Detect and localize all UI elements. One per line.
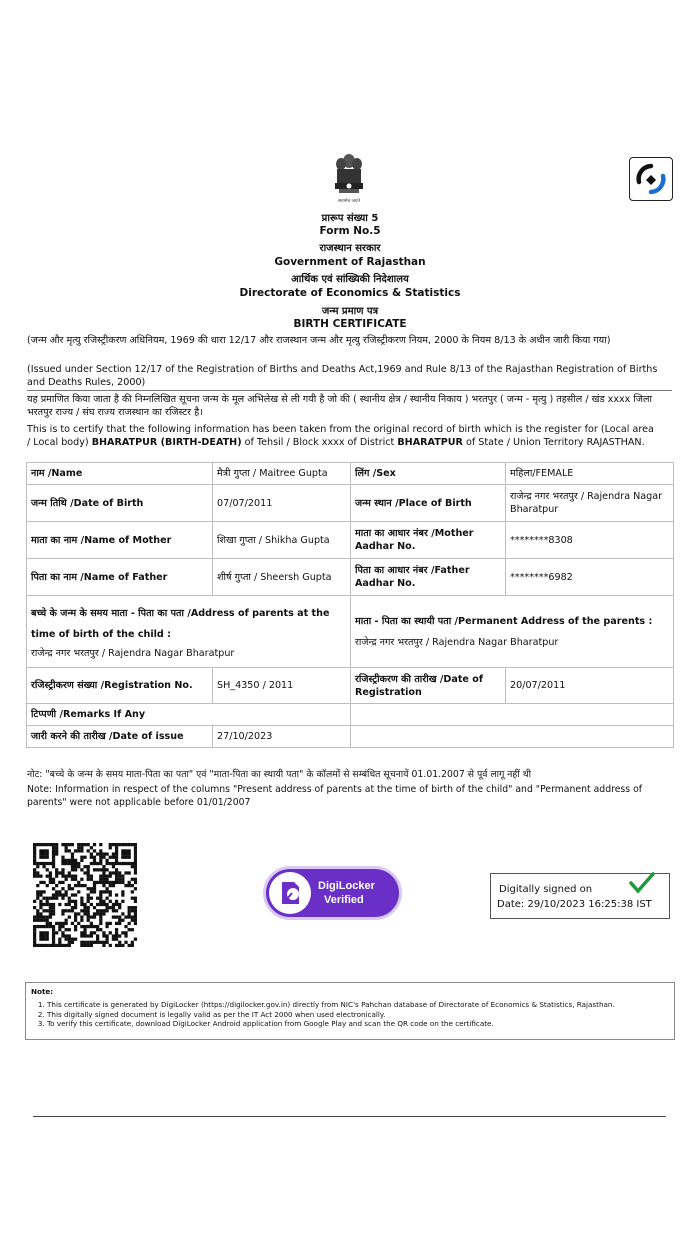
divider: [27, 390, 672, 391]
permanent-address-value: राजेन्द्र नगर भरतपुर / Rajendra Nagar Bharatpur: [355, 636, 559, 648]
table-row: [27, 704, 674, 726]
dept-english: Directorate of Economics & Statistics: [239, 287, 461, 299]
form-no-hindi: प्रारूप संख्या 5: [321, 213, 379, 224]
footnote-hindi: नोट: "बच्चे के जन्म के समय माता-पिता का पता" एवं "माता-पिता का स्थायी पता" के कॉलमों से सम्बंधित सूचनायें 01.01.2007 से पूर्व लागू नहीं थी: [27, 769, 532, 780]
birth-address-value: राजेन्द्र नगर भरतपुर / Rajendra Nagar Bharatpur: [31, 648, 235, 659]
dob-value: 07/07/2011: [213, 485, 351, 522]
table-row: [27, 485, 674, 522]
remarks-label: टिप्पणी /Remarks If Any: [27, 704, 351, 726]
table-row: [27, 668, 674, 704]
note-list: [26, 1000, 615, 1029]
mother-aadhar-value: ********8308: [506, 522, 674, 559]
registration-date-value: 20/07/2011: [506, 668, 674, 704]
certify-english: This is to certify that the following information has been taken from the original record of birth which is the register for (Local area / Local body) BHARATPUR (BIRTH-DEATH) of Tehsil / Block xxxx of District BHARATPUR of State / Union Territory RAJASTHAN.: [27, 424, 654, 448]
father-name-label: पिता का नाम /Name of Father: [27, 559, 213, 596]
registration-no-label: रजिस्ट्रीकरण संख्या /Registration No.: [27, 668, 213, 704]
mother-name-value: शिखा गुप्ता / Shikha Gupta: [213, 522, 351, 559]
pob-label: जन्म स्थान /Place of Birth: [351, 485, 506, 522]
mother-aadhar-label: माता का आधार नंबर /Mother Aadhar No.: [351, 522, 506, 559]
dept-hindi: आर्थिक एवं सांख्यिकी निदेशालय: [291, 274, 409, 285]
birth-address-cell: [27, 596, 351, 668]
digital-signature-box: [490, 873, 670, 919]
mother-name-label: माता का नाम /Name of Mother: [27, 522, 213, 559]
table-row: [27, 596, 674, 668]
table-row: [27, 559, 674, 596]
issue-date-label: जारी करने की तारीख /Date of issue: [27, 726, 213, 748]
verification-qr-code: [33, 843, 137, 947]
name-value: मैत्री गुप्ता / Maitree Gupta: [213, 463, 351, 485]
digilocker-verified-badge: [263, 866, 402, 920]
birth-address-label: बच्चे के जन्म के समय माता - पिता का पता /Address of parents at the time of birth of the child :: [31, 608, 330, 640]
bottom-divider: [33, 1116, 666, 1117]
certify-hindi: यह प्रमाणित किया जाता है की निम्नलिखित सूचना जन्म के मूल अभिलेख से ली गयी है जो की ( स्थानीय क्षेत्र / स्थानीय निकाय ) भरतपुर ( जन्म - मृत्यु ) तहसील / खंड xxxx जिला भरतपुर राज्य / संघ राज्य राजस्थान का रजिस्टर है।: [27, 394, 652, 418]
badge-line1: DigiLocker: [318, 880, 375, 892]
registration-date-label: रजिस्ट्रीकरण की तारीख /Date of Registration: [351, 668, 506, 704]
state-emblem-icon: [331, 152, 367, 206]
certificate-title-hindi: जन्म प्रमाण पत्र: [321, 306, 379, 317]
note-title: Note:: [31, 987, 54, 996]
signed-date-value: 29/10/2023 16:25:38 IST: [527, 899, 652, 910]
note-box: [25, 982, 675, 1040]
verified-document-icon: [269, 872, 311, 914]
father-name-value: शीर्ष गुप्ता / Sheersh Gupta: [213, 559, 351, 596]
issued-under-english: (Issued under Section 12/17 of the Registration of Births and Deaths Act,1969 and Rule 8/13 of the Rajasthan Registration of Births and Deaths Rules, 2000): [27, 364, 658, 388]
badge-text: [318, 879, 375, 907]
permanent-address-label: माता - पिता का स्थायी पता /Permanent Address of the parents :: [355, 615, 653, 627]
govt-english: Government of Rajasthan: [274, 256, 426, 268]
permanent-address-cell: [351, 596, 674, 668]
dob-label: जन्म तिथि /Date of Birth: [27, 485, 213, 522]
table-row: [27, 522, 674, 559]
badge-line2: Verified: [324, 894, 364, 906]
name-label: नाम /Name: [27, 463, 213, 485]
table-row: [27, 463, 674, 485]
father-aadhar-value: ********6982: [506, 559, 674, 596]
note-item: 3. To verify this certificate, download DigiLocker Android application from Google Play and scan the QR code on the certificate.: [47, 1019, 615, 1029]
signed-on-label: Digitally signed on: [499, 884, 593, 895]
registration-no-value: SH_4350 / 2011: [213, 668, 351, 704]
note-item: 1. This certificate is generated by DigiLocker (https://digilocker.gov.in) directly from NIC's Pahchan database of Directorate of Economics & Statistics, Rajasthan.: [47, 1000, 615, 1010]
table-row: [27, 726, 674, 748]
issue-date-value: 27/10/2023: [213, 726, 351, 748]
certificate-details-table: [26, 462, 674, 748]
certificate-title-english: BIRTH CERTIFICATE: [293, 318, 407, 330]
remarks-value: [351, 704, 674, 726]
sex-label: लिंग /Sex: [351, 463, 506, 485]
badge-circle: [269, 872, 311, 914]
govt-hindi: राजस्थान सरकार: [319, 243, 381, 254]
footnote-english: Note: Information in respect of the columns "Present address of parents at the time of birth of the child" and "Permanent address of parents" were not applicable before 01/01/2007: [27, 784, 643, 808]
sex-value: महिला/FEMALE: [506, 463, 674, 485]
father-aadhar-label: पिता का आधार नंबर /Father Aadhar No.: [351, 559, 506, 596]
form-no-english: Form No.5: [319, 225, 381, 237]
empty-cell: [351, 726, 674, 748]
note-item: 2. This digitally signed document is legally valid as per the IT Act 2000 when used electronically.: [47, 1010, 615, 1020]
svg-text:सत्यमेव जयते: सत्यमेव जयते: [337, 199, 361, 204]
green-checkmark-icon: [628, 871, 656, 895]
issued-under-hindi: (जन्म और मृत्यु रजिस्ट्रीकरण अधिनियम, 1969 की धारा 12/17 और राजस्थान जन्म और मृत्यु रजिस्ट्रीकरण नियम, 2000 के नियम 8/13 के अधीन जारी किया गया): [27, 335, 611, 346]
signed-date: Date: 29/10/2023 16:25:38 IST: [497, 899, 652, 910]
digilocker-logo-icon: [629, 157, 673, 201]
pob-value: राजेन्द्र नगर भरतपुर / Rajendra Nagar Bharatpur: [506, 485, 674, 522]
